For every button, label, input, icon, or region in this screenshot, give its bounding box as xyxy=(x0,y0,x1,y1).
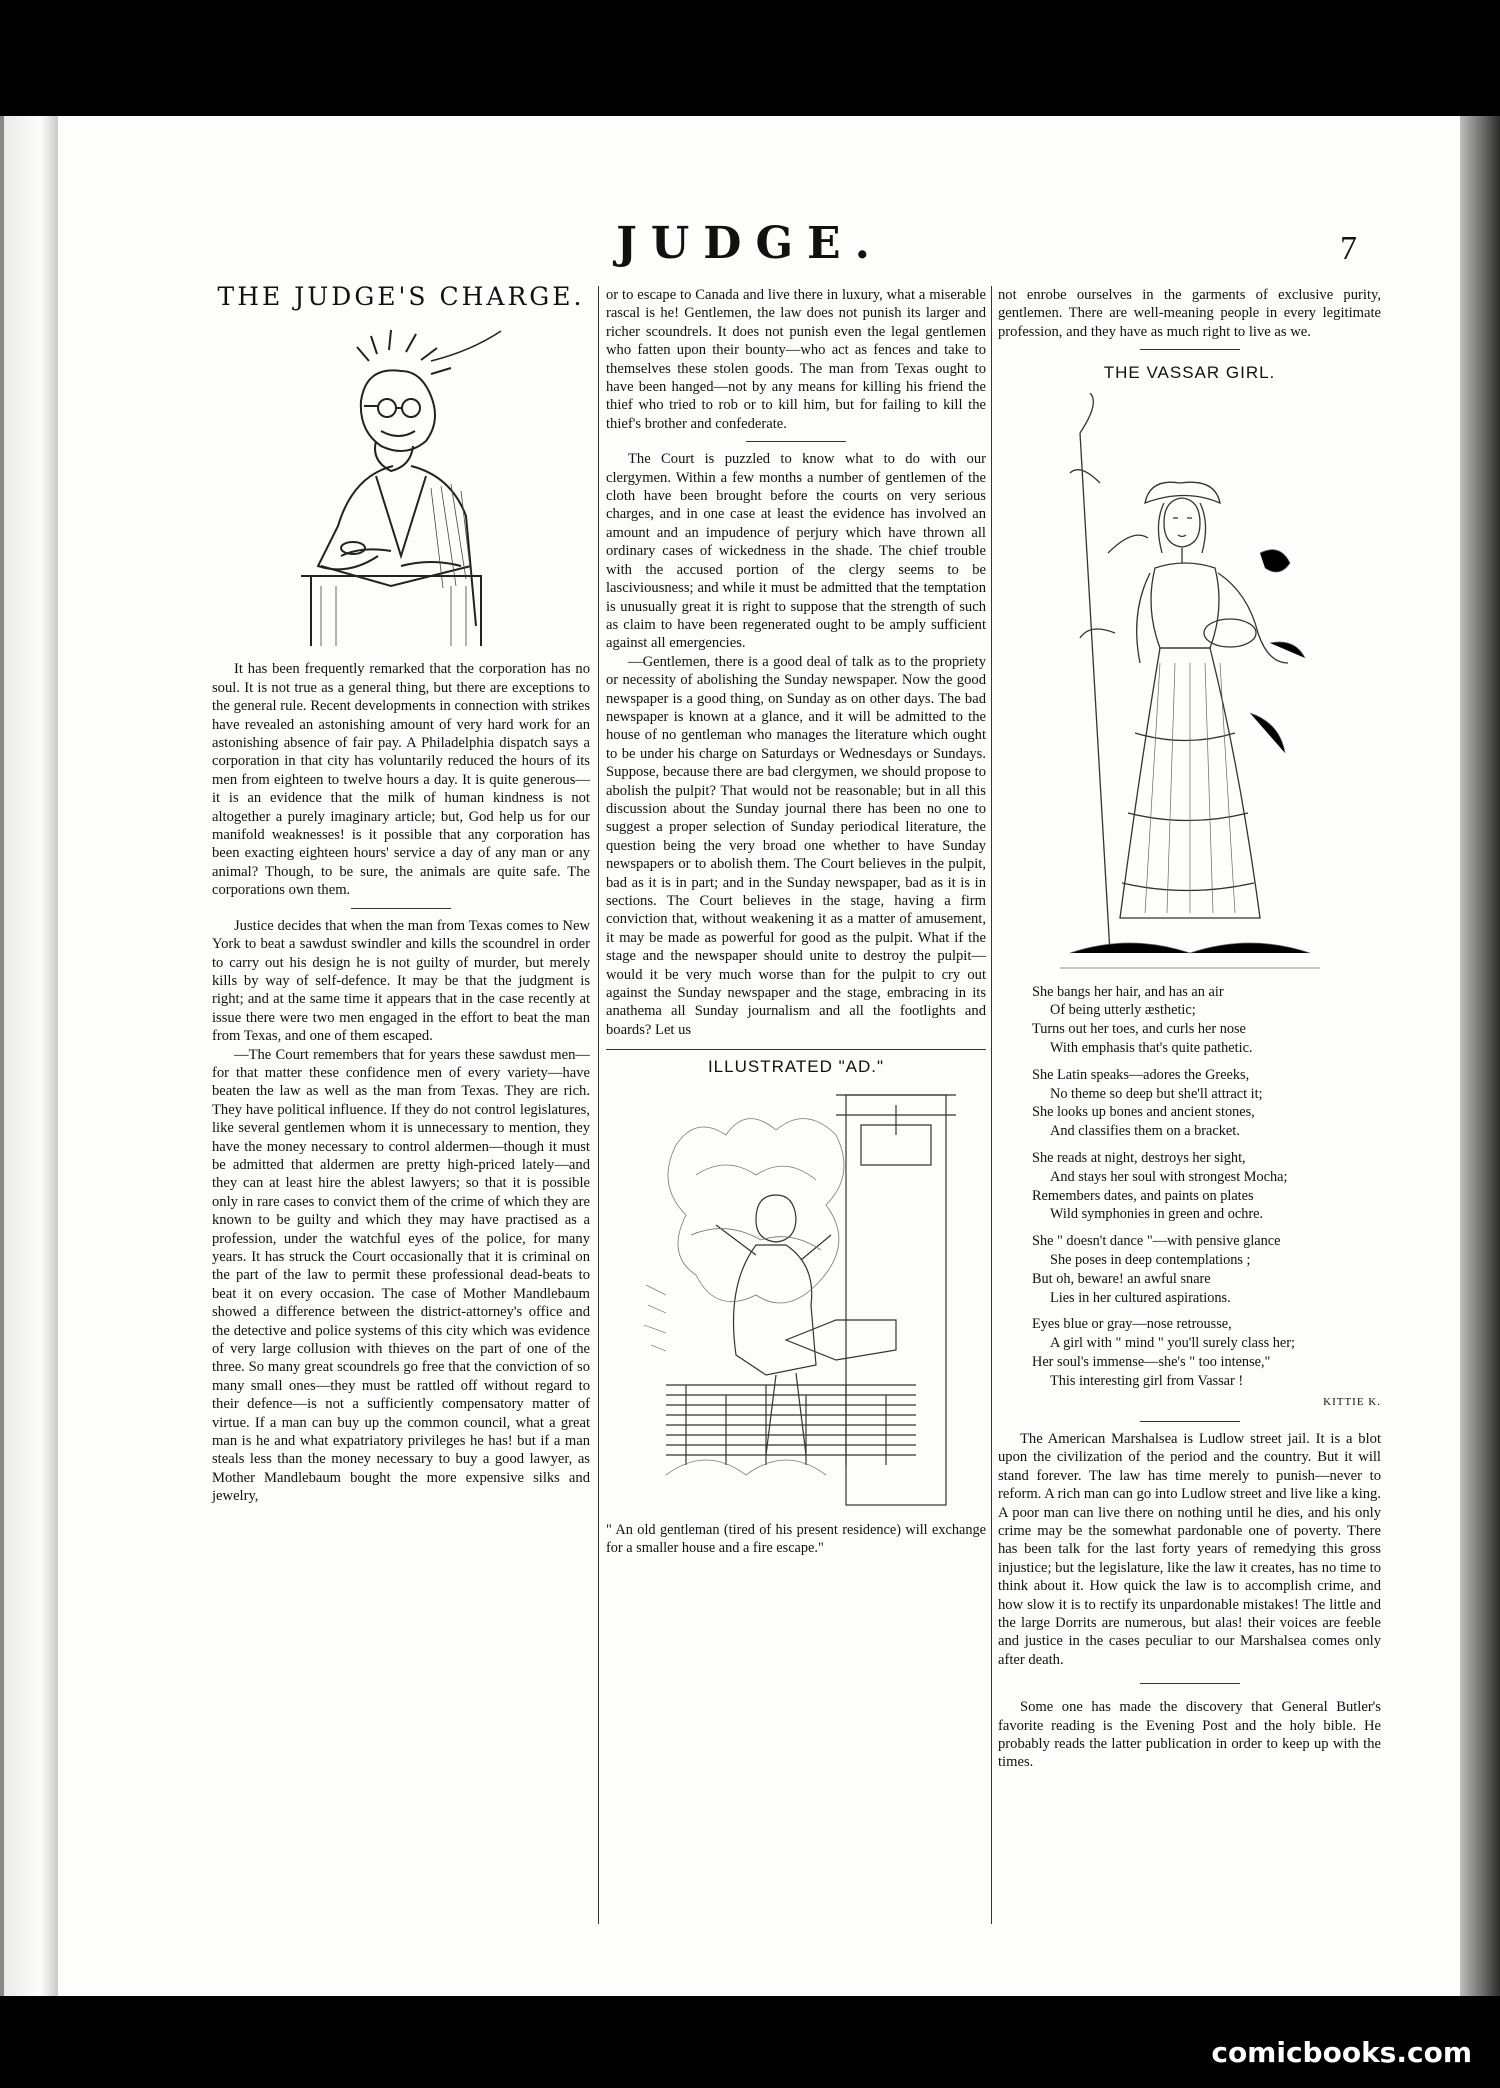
fire-escape-illustration xyxy=(636,1085,956,1515)
masthead: JUDGE. xyxy=(616,218,884,269)
column-1 xyxy=(212,282,590,1506)
poem-body xyxy=(998,983,1381,1391)
article-paragraph: or to escape to Canada and live there in luxury, what a miserable rascal is he! Gentlemen, the law does not punish its larger and richer scoundrels. It does not punish even the legal gentlemen who fatten upon their bounty—who act as fences and take to themselves these stolen goods. The man from Texas ought to have been hanged—not by any means for killing his friend the thief who tried to rob or to kill him, but for failing to kill the thief's brother and confederate. xyxy=(606,287,986,432)
poem-stanza xyxy=(1032,983,1381,1058)
judge-caricature-illustration xyxy=(281,316,521,646)
poem-line: No theme so deep but she'll attract it; xyxy=(1050,1085,1263,1102)
article-paragraph: —The Court remembers that for years these sawdust men—for that matter these confidence men of every variety—have beaten the law as well as the man from Texas. They are rich. They have political influence. If they do not control legislatures, like several gentlemen whom it is unnecessary to mention, they have the money necessary to control aldermen—though it must be admitted that aldermen are pretty high-priced lately—and they can at least hire the ablest lawyers; so that it is possible only in rare cases to convict them of the crime of which they are known to be guilty and which they may have practised as a profession, under the watchful eyes of the police, for many years. It has struck the Court occasionally that it is criminal on the part of the law to permit these professional dead-beats to beat it on every occasion. The case of Mother Mandlebaum showed a difference between the district-attorney's office and the detective and police systems of this city which was evidence of very large collusion with thieves on the part of one of the three. So many great scoundrels go free that the conviction of so many small ones—they must be rattled off without regard to their defence—is not a sufficiently compensatory matter of virtue. If a man can buy up the common council, what a great man is he and what expatriatory privileges he has! but if a man steals less than the money necessary to buy a good lawyer, as Mother Mandlebaum bought the more expensive silks and jewelry, xyxy=(212,1046,590,1505)
poem-line: She " doesn't dance "—with pensive glance xyxy=(1032,1233,1281,1250)
article-paragraph: —Gentlemen, there is a good deal of talk as to the propriety or necessity of abolishing the Sunday newspaper. Now the good newspaper is a good thing, on Sunday as on other days. The bad newspaper is known at a glance, and it will be admitted to the house of no gentleman who manages the literature which ought to be under his charge on Saturdays or Wednesdays or Sundays. Suppose, because there are bad clergymen, we should propose to abolish the pulpit? That would not be reasonable; but in all this discussion about the Sunday journal there has been no one to suggest a proper selection of Sunday periodical literature, the question being the very broad one whether to have Sunday newspapers or to abolish them. The Court believes in the pulpit, bad as it is in part; and in the Sunday newspaper, bad as it is in sections. The Court believes in the stage, having a firm conviction that, without weakening it as a matter of amusement, it may be made as powerful for good as the pulpit. What if the stage and the newspaper should unite to destroy the pulpit—would it be very much worse than for the pulpit to cry out against the Sunday newspaper and the stage, embracing in its anathema all Sunday journalism and all the footlights and boards? Let us xyxy=(606,653,986,1038)
section-rule xyxy=(1140,349,1240,350)
section-rule xyxy=(1140,1421,1240,1422)
poem-stanza xyxy=(1032,1232,1381,1307)
poem-line: Turns out her toes, and curls her nose xyxy=(1032,1021,1246,1038)
poem-line: She looks up bones and ancient stones, xyxy=(1032,1104,1255,1121)
poem-line: Lies in her cultured aspirations. xyxy=(1050,1289,1231,1306)
poem-line: She Latin speaks—adores the Greeks, xyxy=(1032,1066,1250,1083)
poem-line: Of being utterly æsthetic; xyxy=(1050,1002,1196,1019)
vassar-girl-illustration xyxy=(1060,393,1320,973)
poem-line: Remembers dates, and paints on plates xyxy=(1032,1187,1254,1204)
article-paragraph: The American Marshalsea is Ludlow street jail. It is a blot upon the civilization of the period and the country. But it will stand forever. The law has time merely to punish—never to reform. A rich man can go into Ludlow street and live like a king. A poor man can live there on nothing until he dies, and his only crime may be the somewhat pardonable one of poverty. There has been talk for the last forty years of remedying this gross injustice; but the legislature, like the law it creates, has no time to think about it. How quick the law is to accomplish crime, and how slow it is to rectify its unpardonable mistakes! The little and the large Dorrits are numerous, but alas! their voices are feeble and justice in the cases peculiar to our Marshalsea comes only after death. xyxy=(998,1430,1381,1668)
page-number: 7 xyxy=(1340,230,1357,267)
article-paragraph: Some one has made the discovery that General Butler's favorite reading is the Evening Post and the holy bible. He probably reads the latter publication in order to keep up with the times. xyxy=(998,1699,1381,1771)
ad-title: ILLUSTRATED "AD." xyxy=(707,1057,885,1077)
poem-line: She bangs her hair, and has an air xyxy=(1032,983,1224,1000)
poem-line: A girl with " mind " you'll surely class her; xyxy=(1050,1335,1295,1352)
poem-line: Wild symphonies in green and ochre. xyxy=(1050,1206,1264,1223)
section-rule xyxy=(746,441,846,442)
poem-stanza xyxy=(1032,1149,1381,1224)
poem-stanza xyxy=(1032,1315,1381,1390)
section-rule xyxy=(606,1049,986,1050)
poem-line: But oh, beware! an awful snare xyxy=(1032,1270,1211,1287)
column-2 xyxy=(606,286,986,1557)
poem-line: And classifies them on a bracket. xyxy=(1050,1123,1240,1140)
poem-line: She poses in deep contemplations ; xyxy=(1050,1251,1251,1268)
ad-caption: " An old gentleman (tired of his present residence) will exchange for a smaller house and a fire escape." xyxy=(606,1521,986,1556)
poem-line: With emphasis that's quite pathetic. xyxy=(1050,1040,1253,1057)
poem-line: And stays her soul with strongest Mocha; xyxy=(1050,1168,1288,1185)
article-paragraph: not enrobe ourselves in the garments of exclusive purity, gentlemen. There are well-meaning people in every legitimate profession, and they have as much right to live as we. xyxy=(998,287,1381,340)
poem-line: This interesting girl from Vassar ! xyxy=(1050,1372,1244,1389)
section-rule xyxy=(1140,1683,1240,1684)
poem-stanza xyxy=(1032,1066,1381,1141)
poem-line: Her soul's immense—she's " too intense," xyxy=(1032,1353,1271,1370)
watermark: comicbooks.com xyxy=(1211,2036,1472,2069)
binding-shadow xyxy=(1460,116,1500,1996)
poem-title: THE VASSAR GIRL. xyxy=(1103,363,1276,383)
article-paragraph: Justice decides that when the man from Texas comes to New York to beat a sawdust swindler and kills the scoundrel in order to carry out his design he is not guilty of murder, but merely kills by way of self-defence. It may be that the judgment is right; and at the same time it appears that in the case recently at issue there were two men engaged in the effort to beat the man from Texas, and one of them escaped. xyxy=(212,917,590,1045)
article-title: THE JUDGE'S CHARGE. xyxy=(217,282,585,311)
poem-line: Eyes blue or gray—nose retrousse, xyxy=(1032,1316,1232,1333)
column-divider xyxy=(991,286,992,1924)
poem-signature: KITTIE K. xyxy=(1323,1395,1381,1408)
article-paragraph: The Court is puzzled to know what to do with our clergymen. Within a few months a number of gentlemen of the cloth have been brought before the courts on very serious charges, and in one case at least the evidence has involved an amount and an impudence of perjury which have thrown all ordinary cases of wickedness in the shade. The chief trouble with the accused portion of the clergy seems to be lasciviousness; and while it must be admitted that the temptation is unusually great it is right to suppose that the strength of such as claim to have been regenerated ought to be amply sufficient against all emergencies. xyxy=(606,451,986,652)
article-paragraph: It has been frequently remarked that the corporation has no soul. It is not true as a general thing, but there are exceptions to the general rule. Recent developments in connection with strikes have revealed an astonishing amount of very hard work for an astonishing absence of fair pay. A Philadelphia dispatch says a corporation in that city has voluntarily reduced the hours of its men from eighteen to twelve hours a day. It is quite generous—it is an evidence that the milk of human kindness is not altogether a purely imaginary article; but, God help us for our manifold weaknesses! is it possible that any corporation has been exacting eighteen hours' service a day of any man or any animal? Though, to be sure, the animals are quite safe. The corporations own them. xyxy=(212,661,590,899)
column-divider xyxy=(598,286,599,1924)
left-page-edge xyxy=(0,116,58,1996)
section-rule xyxy=(351,908,451,909)
poem-line: She reads at night, destroys her sight, xyxy=(1032,1150,1246,1166)
column-3 xyxy=(998,286,1381,1772)
